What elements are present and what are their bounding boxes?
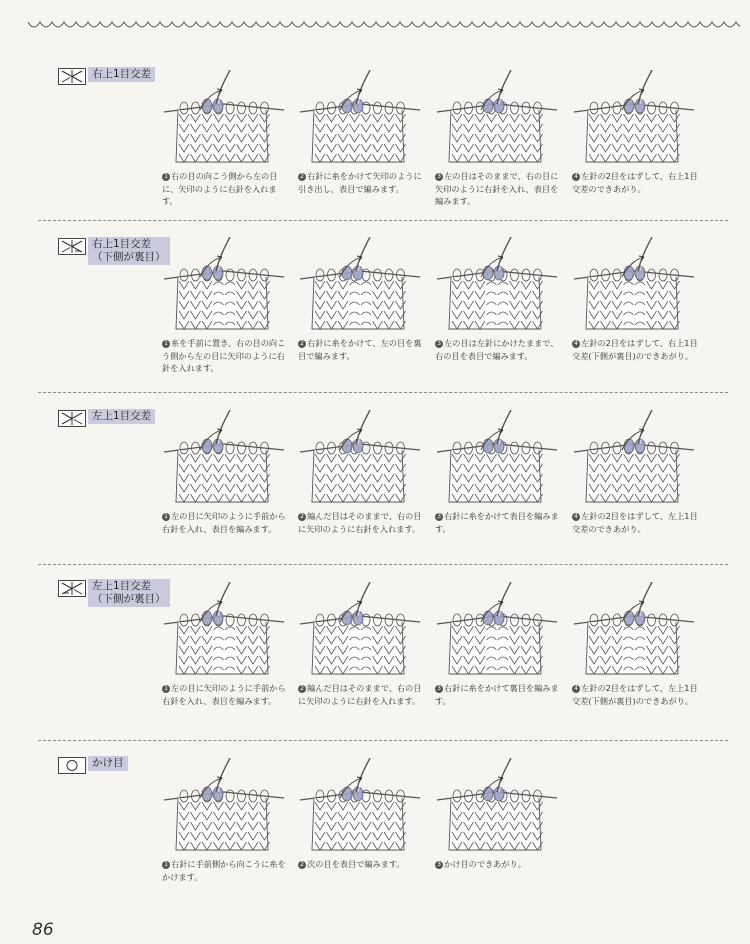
knit-diagram-illustration [298,70,422,168]
knit-diagram-illustration [162,410,286,508]
right-cross-purl-icon [58,238,86,255]
knit-diagram-illustration [298,582,422,680]
page-number: 86 [32,920,54,940]
right-cross-icon [58,68,86,85]
yarn-over-icon [58,757,86,774]
knit-diagram-illustration [298,237,422,335]
knit-diagram-illustration [298,758,422,856]
knit-diagram-illustration [162,758,286,856]
section-label: 右上1目交差 [88,67,155,82]
knit-diagram-illustration [572,70,696,168]
knit-diagram-illustration [298,410,422,508]
section-divider [38,392,728,393]
section-label: 左上1目交差 [88,409,155,424]
section-divider [38,220,728,221]
section-label: 左上1目交差 （下側が裏目） [88,579,170,607]
section-label: かけ目 [88,756,128,771]
knit-diagram-illustration [435,410,559,508]
section-divider [38,740,728,741]
knit-diagram-illustration [572,410,696,508]
knit-diagram-illustration [162,70,286,168]
knit-diagram-illustration [435,237,559,335]
section-label: 右上1目交差 （下側が裏目） [88,237,170,265]
knit-diagram-illustration [435,582,559,680]
knit-diagram-illustration [435,758,559,856]
decorative-wave-border [28,18,740,38]
section-divider [38,564,728,565]
knit-diagram-illustration [435,70,559,168]
knit-diagram-illustration [162,582,286,680]
knit-diagram-illustration [572,237,696,335]
knit-diagram-illustration [572,582,696,680]
left-cross-icon [58,410,86,427]
left-cross-purl-icon [58,580,86,597]
knit-diagram-illustration [162,237,286,335]
